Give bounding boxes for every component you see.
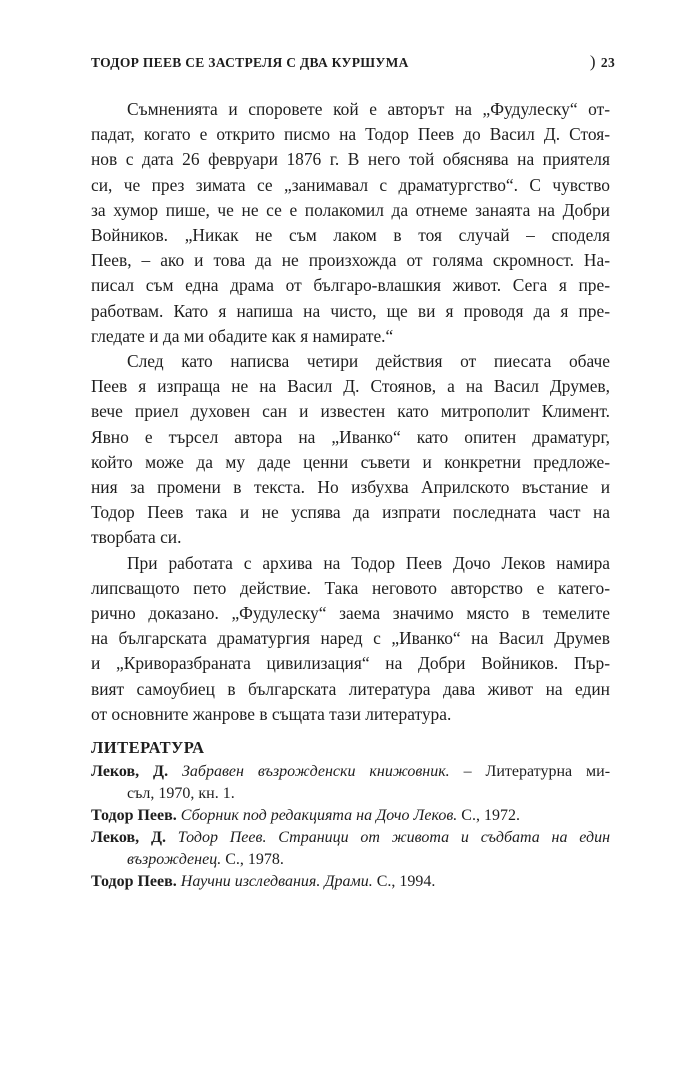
- reference-item: [91, 805, 610, 827]
- reference-title: Тодор Пеев. Страници от живота и съдбата на един: [177, 829, 611, 846]
- paragraph-3: [91, 551, 610, 727]
- reference-line: [91, 871, 610, 893]
- text-line: липсващото пето действие. Така неговото авторство е катего-: [91, 577, 610, 598]
- text-line: творбата си.: [91, 527, 182, 548]
- running-header: [91, 52, 615, 72]
- reference-author: Леков, Д.: [91, 829, 166, 846]
- reference-author: Леков, Д.: [91, 763, 169, 780]
- text-line: Пеев, – ако и това да не произхожда от голяма скромност. На-: [91, 250, 610, 271]
- reference-line: [91, 827, 610, 849]
- text-line: След като написва четири действия от пиесата обаче: [127, 351, 610, 372]
- page-number-bracket: ): [589, 52, 596, 71]
- reference-details: С., 1994.: [372, 873, 436, 890]
- page-number-group: [590, 52, 615, 72]
- reference-title: Сборник под редакцията на Дочо Леков.: [180, 807, 458, 824]
- body-text: [91, 97, 610, 727]
- reference-title: възрожденец.: [127, 851, 222, 868]
- text-line: за хумор пише, че не се е полакомил да отнеме занаята на Добри: [91, 199, 610, 220]
- references-section: [91, 737, 610, 893]
- reference-item: [91, 871, 610, 893]
- reference-item: [91, 761, 610, 805]
- text-line: Явно е търсел автора на „Иванко“ като опитен драматург,: [91, 426, 610, 447]
- text-line: и „Криворазбраната цивилизация“ на Добри Войников. Пър-: [91, 653, 610, 674]
- running-title: ТОДОР ПЕЕВ СЕ ЗАСТРЕЛЯ С ДВА КУРШУМА: [91, 55, 409, 70]
- reference-line: съл, 1970, кн. 1.: [127, 785, 235, 802]
- text-line: си, че през зимата се „занимавал с драматургство“. С чувство: [91, 174, 610, 195]
- text-line: При работата с архива на Тодор Пеев Дочо Леков намира: [127, 552, 610, 573]
- text-line: Войников. „Никак не съм лаком в тоя случай – споделя: [91, 225, 610, 246]
- reference-line: [91, 849, 610, 871]
- reference-details: С., 1978.: [221, 851, 284, 868]
- text-line: нов с дата 26 февруари 1876 г. В него той обяснява на приятеля: [91, 149, 610, 170]
- text-line: писал съм една драма от българо-влашкия живот. Сега я пре-: [91, 275, 610, 296]
- text-line: на българската драматургия наред с „Иванко“ на Васил Друмев: [91, 628, 610, 649]
- paragraph-1: [91, 97, 610, 349]
- reference-author: Тодор Пеев.: [91, 873, 177, 890]
- text-line: ния за промени в текста. Но избухва Априлското въстание и: [91, 477, 610, 498]
- page-number: 23: [600, 55, 615, 70]
- reference-item: [91, 827, 610, 871]
- paragraph-2: [91, 349, 610, 551]
- text-line: вият самоубиец в българската литература дава живот на един: [91, 678, 610, 699]
- text-line: от основните жанрове в същата тази литература.: [91, 703, 452, 724]
- text-line: гледате и да ми обадите как я намирате.“: [91, 325, 394, 346]
- reference-line: [91, 805, 610, 827]
- reference-details: С., 1972.: [457, 807, 520, 824]
- text-line: вече приел духовен сан и известен като митрополит Климент.: [91, 401, 610, 422]
- reference-line: [91, 761, 610, 783]
- text-line: работвам. Като я напиша на чисто, ще ви я проводя да я пре-: [91, 300, 610, 321]
- text-line: Пеев я изпраща не на Васил Д. Стоянов, а на Васил Друмев,: [91, 376, 610, 397]
- text-line: рично доказано. „Фудулеску“ заема значимо място в темелите: [91, 603, 610, 624]
- text-line: който може да му даде ценни съвети и конкретни предложе-: [91, 451, 610, 472]
- text-line: падат, когато е открито писмо на Тодор Пеев до Васил Д. Стоя-: [91, 124, 610, 145]
- reference-title: Забравен възрожденски книжовник.: [181, 763, 450, 780]
- text-line: Съмненията и споровете кой е авторът на „Фудулеску“ от-: [127, 99, 610, 119]
- reference-details: – Литературна ми-: [449, 763, 611, 780]
- reference-title: Научни изследвания. Драми.: [180, 873, 373, 890]
- reference-author: Тодор Пеев.: [91, 807, 177, 824]
- references-heading: ЛИТЕРАТУРА: [91, 738, 205, 757]
- text-line: Тодор Пеев така и не успява да изпрати последната част на: [91, 502, 610, 523]
